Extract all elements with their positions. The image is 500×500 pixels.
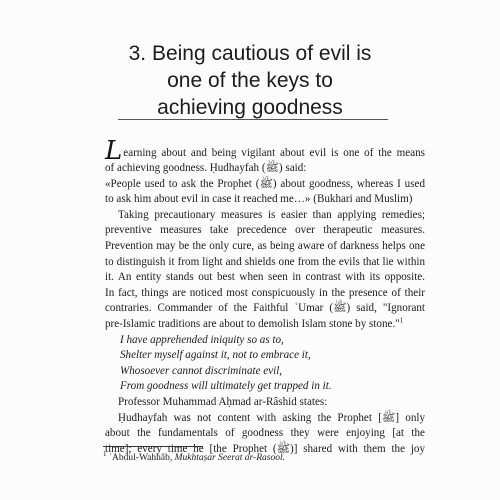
footnote-divider (103, 446, 203, 447)
p2-line-2: preventive measures take precedence over therapeutic measures. (105, 224, 425, 237)
paragraph-2 (105, 208, 425, 333)
p2-line-6: In fact, things are noticed most conspicuously in the presence of their (105, 286, 425, 299)
p1-line-2: of achieving goodness. Ḥudhayfah (ﷺ) said: (105, 162, 307, 174)
body-text (105, 136, 426, 457)
paragraph-3 (105, 395, 425, 411)
p2-line-7: contraries. Commander of the Faithful ʿUmar (ﷺ) said, "Ignorant (105, 302, 426, 315)
p4-line-2: about the fundamentals of goodness they were enjoying [at the (105, 427, 425, 440)
p2-line-8: pre-Islamic traditions are about to demolish Islam stone by stone." (105, 317, 400, 330)
footnote-ref[interactable]: 1 (399, 316, 404, 325)
verse-line-1: I have apprehended iniquity so as to, (120, 333, 284, 346)
chapter-heading (0, 40, 500, 121)
chapter-heading-line-1: 3. Being cautious of evil is (128, 42, 372, 65)
p2-line-3: Prevention may be the only cure, as being aware of darkness helps one (105, 239, 425, 252)
chapter-heading-line-3: achieving goodness (157, 96, 343, 119)
paragraph-4 (105, 411, 425, 458)
p4-line-1: Ḥudhayfah was not content with asking the Prophet [ﷺ] only (118, 411, 425, 424)
verse-line-3: Whosoever cannot discriminate evil, (120, 364, 283, 377)
p1-line-1: earning about and being vigilant about evil is one of the means (123, 147, 425, 159)
heading-divider (118, 119, 388, 120)
footnote-number: 1 (103, 449, 107, 458)
poem-verse (105, 333, 425, 395)
verse-line-2: Shelter myself against it, not to embrace it, (120, 349, 311, 362)
paragraph-1 (105, 136, 425, 177)
verse-line-4: From goodness will ultimately get trapped in it. (120, 380, 332, 393)
chapter-heading-line-2: one of the keys to (167, 69, 333, 92)
footnote-title: Mukhtaṣar Seerat ar-Rasool. (174, 453, 285, 463)
quote-line-2: to ask him about evil in case it reached me…» (Bukhari and Muslim) (105, 193, 413, 206)
p3-line-1: Professor Muhammad Aḥmad ar-Râshid states: (118, 395, 328, 408)
drop-cap: L (105, 136, 123, 166)
hadith-quote (105, 177, 425, 208)
quote-line-1: «People used to ask the Prophet (ﷺ) about goodness, whereas I used (105, 177, 425, 190)
p4-line-3: time]; every time he [the Prophet (ﷺ)] shared with them the joy (105, 442, 425, 455)
footnote-author: ʿAbdul-Wahhâb, (108, 453, 173, 463)
p2-line-1: Taking precautionary measures is easier than applying remedies; (118, 208, 425, 221)
p2-line-5: it. An entity stands out best when seen in contrast with its opposite. (105, 271, 425, 284)
footnote (103, 449, 433, 463)
p2-line-4: to distinguish it from light and shields one from the evils that lie within (105, 255, 425, 268)
